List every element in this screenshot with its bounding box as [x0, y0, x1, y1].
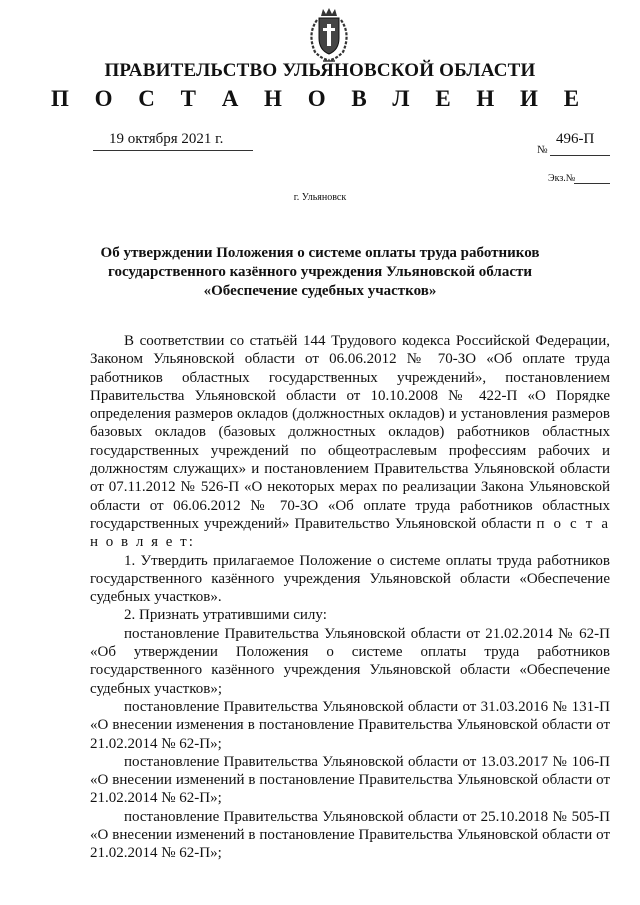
document-body: [90, 332, 610, 863]
number-label: №: [537, 144, 548, 156]
subject-line-1: Об утверждении Положения о системе оплаты труда работников: [100, 245, 540, 261]
preamble-paragraph: [90, 332, 610, 552]
date-underline: [93, 150, 253, 151]
item-2-paragraph: 2. Признать утратившими силу:: [124, 607, 327, 624]
repeal-paragraph-3: постановление Правительства Ульяновской области от 13.03.2017 № 106-П «О внесении изменений в постановление Правительства Ульяновской области от 21.02.2014 № 62-П»;: [90, 753, 610, 807]
subject-line-3: «Обеспечение судебных участков»: [203, 283, 437, 299]
copy-number-label: Экз.№: [548, 173, 576, 184]
item-1-paragraph: 1. Утвердить прилагаемое Положение о системе оплаты труда работников государственного казённого учреждения Ульяновской области «Обеспечение судебных участков».: [90, 552, 610, 606]
resolves-word: п о с т а н о в л я е т:: [90, 515, 610, 551]
coat-of-arms-emblem: [299, 6, 359, 64]
government-title: ПРАВИТЕЛЬСТВО УЛЬЯНОВСКОЙ ОБЛАСТИ: [104, 60, 536, 81]
subject-line-2: государственного казённого учреждения Ульяновской области: [108, 264, 532, 280]
document-number: 496-П: [556, 131, 595, 147]
repeal-paragraph-2: постановление Правительства Ульяновской области от 31.03.2016 № 131-П «О внесении изменения в постановление Правительства Ульяновской области от 21.02.2014 № 62-П»;: [90, 698, 610, 752]
repeal-paragraph-4: постановление Правительства Ульяновской области от 25.10.2018 № 505-П «О внесении изменений в постановление Правительства Ульяновской области от 21.02.2014 № 62-П»;: [90, 808, 610, 862]
document-subject: [100, 244, 540, 301]
repeal-paragraph-1: постановление Правительства Ульяновской области от 21.02.2014 № 62-П «Об утверждении Положения о системе оплаты труда работников государственного казённого учреждения Ульяновской области «Обеспечение судебных участков»;: [90, 625, 610, 697]
document-date: 19 октября 2021 г.: [109, 131, 224, 147]
number-underline: [550, 155, 610, 156]
document-type-title: П О С Т А Н О В Л Е Н И Е: [50, 86, 590, 111]
preamble-text: В соответствии со статьёй 144 Трудового кодекса Российской Федерации, Законом Ульяновской области от 06.06.2012 № 70-ЗО «Об оплате труда работников областных государственных учреждений», постановлением Правительства Ульяновской области от 10.10.2008 № 422-П «О Порядке определения размеров окладов (должностных окладов) и установления размеров базовых окладов (базовых должностных окладов) работников областных государственных учреждений по общеотраслевым профессиям рабочих и должностям служащих» и постановлением Правительства Ульяновской области от 07.11.2012 № 526-П «О некоторых мерах по реализации Закона Ульяновской области от 06.06.2012 № 70-ЗО «Об оплате труда работников областных государственных учреждений» Правительство Ульяновской области: [90, 333, 610, 532]
copy-number-underline: [574, 183, 610, 184]
city-name: г. Ульяновск: [293, 192, 347, 203]
